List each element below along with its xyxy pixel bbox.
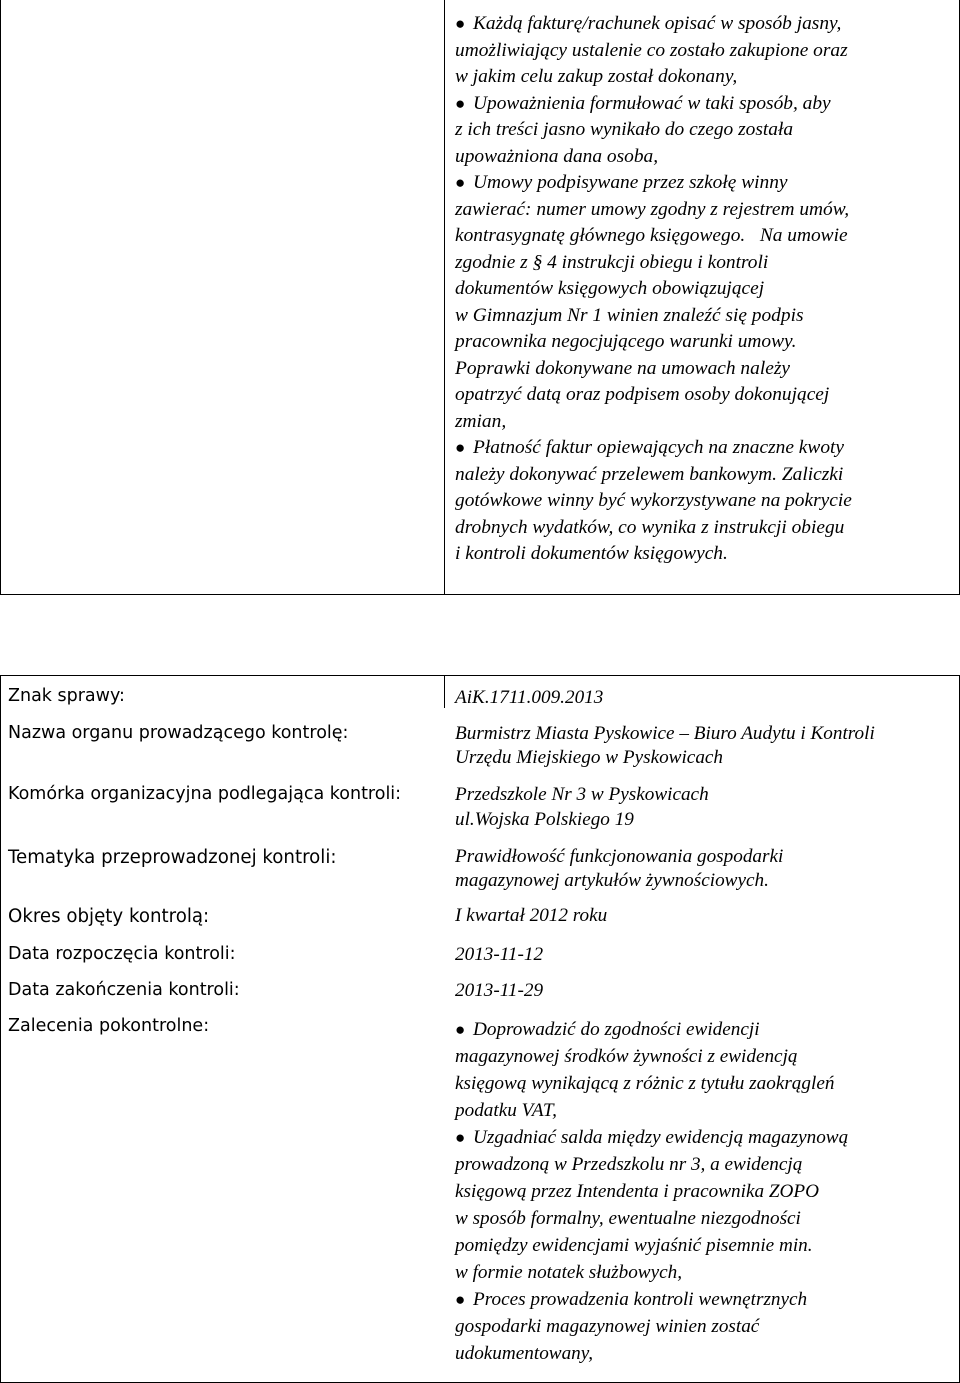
period-label: Okres objęty kontrolą: [8,906,210,927]
bullet-icon: ● [455,1128,466,1147]
topic-label: Tematyka przeprowadzonej kontroli: [8,847,337,868]
end-date-value: 2013-11-29 [455,980,544,1001]
top-recommendations-list [455,11,953,568]
bullet-icon: ● [455,438,466,457]
unit-value-line1: Przedszkole Nr 3 w Pyskowicach [455,784,709,805]
list-item: ● Uzgadniać salda między ewidencją magazynową prowadzoną w Przedszkolu nr 3, a ewidencją księgową przez Intendenta i pracownika ZOPO w sposób formalny, ewentualne niezgodności pomiędzy ewidencjami wyjaśnić pisemnie min. w formie notatek służbowych, [455,1124,953,1286]
unit-label: Komórka organizacyjna podlegająca kontroli: [8,784,402,804]
list-item: ● Płatność faktur opiewających na znaczne kwoty należy dokonywać przelewem bankowym. Zaliczki gotówkowe winny być wykorzystywane na pokrycie drobnych wydatków, co wynika z instrukcji obiegu i kontroli dokumentów księgowych. [455,437,852,564]
bullet-icon: ● [455,1290,466,1309]
list-item: ● Doprowadzić do zgodności ewidencji magazynowej środków żywności z ewidencją księgową wynikającą z różnic z tytułu zaokrągleń podatku VAT, [455,1016,953,1124]
bullet-icon: ● [455,93,466,113]
topic-value-line1: Prawidłowość funkcjonowania gospodarki [455,846,784,867]
column-divider [444,0,445,594]
unit-value-line2: ul.Wojska Polskiego 19 [455,809,634,830]
list-item: ● Proces prowadzenia kontroli wewnętrznych gospodarki magazynowej winien zostać udokumentowany, [455,1286,953,1367]
period-value: I kwartał 2012 roku [455,905,608,926]
start-date-label: Data rozpoczęcia kontroli: [8,944,236,964]
bullet-icon: ● [455,14,466,33]
topic-value-line2: magazynowej artykułów żywnościowych. [455,870,769,891]
bullet-icon: ● [455,173,466,192]
organ-label: Nazwa organu prowadzącego kontrolę: [8,723,349,743]
start-date-value: 2013-11-12 [455,944,544,965]
list-item: ● Każdą fakturę/rachunek opisać w sposób jasny, umożliwiający ustalenie co zostało zakupione oraz w jakim celu zakup został dokonany, [455,13,848,87]
list-item: ● Upoważnienia formułować w taki sposób, aby z ich treści jasno wynikało do czego została upoważniona dana osoba, [455,92,831,167]
case-number-value: AiK.1711.009.2013 [455,687,604,708]
end-date-label: Data zakończenia kontroli: [8,980,240,1000]
case-number-label: Znak sprawy: [8,686,125,706]
column-divider [444,676,445,708]
organ-value-line2: Urzędu Miejskiego w Pyskowicach [455,747,724,768]
recommendations-list [455,1016,953,1367]
recommendations-label: Zalecenia pokontrolne: [8,1016,210,1036]
list-item: ● Umowy podpisywane przez szkołę winny zawierać: numer umowy zgodny z rejestrem umów, kontrasygnatę głównego księgowego. Na umowie zgodnie z § 4 instrukcji obiegu i kontroli dokumentów księgowych obowiązującej w Gimnazjum Nr 1 winien znaleźć się podpis pracownika negocjującego warunki umowy. Poprawki dokonywane na umowach należy opatrzyć datą oraz podpisem osoby dokonującej zmian, [455,172,850,432]
bullet-icon: ● [455,1020,466,1039]
organ-value-line1: Burmistrz Miasta Pyskowice – Biuro Audytu i Kontroli [455,723,875,744]
